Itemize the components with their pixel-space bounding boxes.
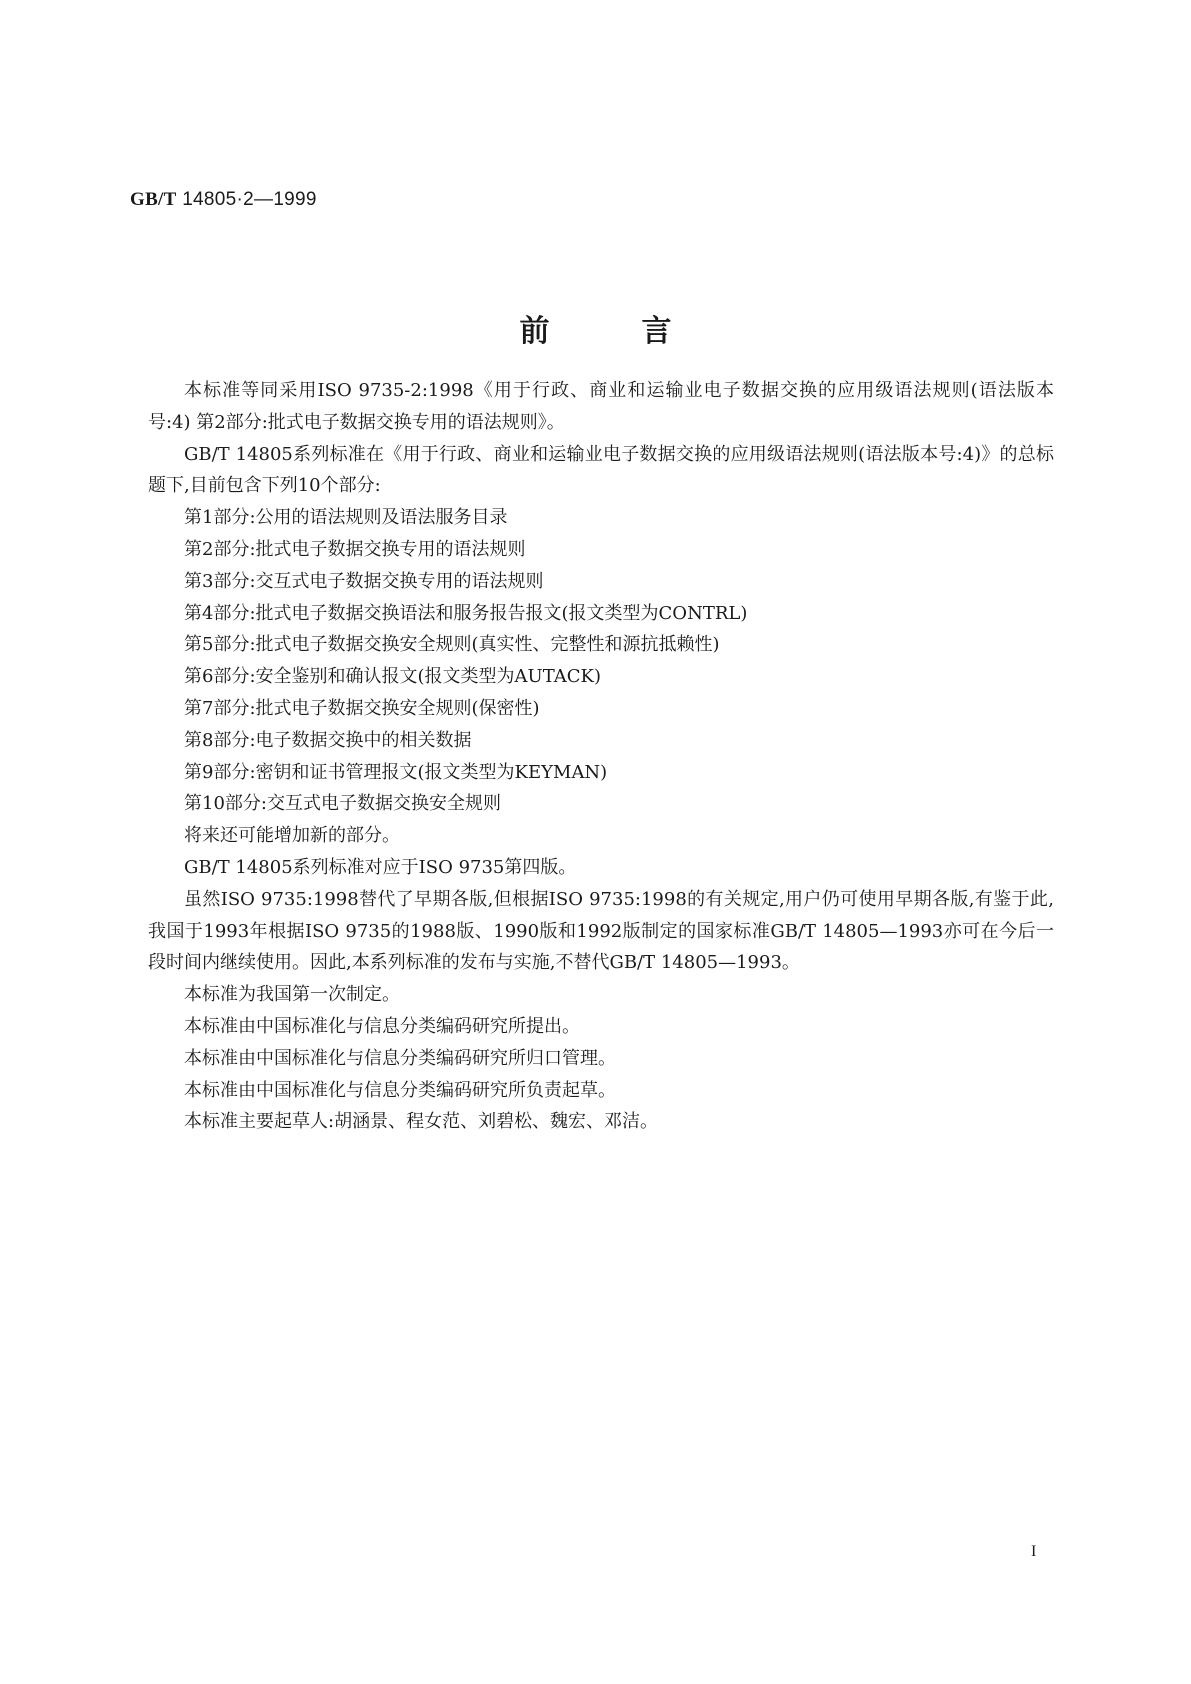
paragraph-proposed-by: 本标准由中国标准化与信息分类编码研究所提出。 (184, 1015, 580, 1037)
part-list-item: 第7部分:批式电子数据交换安全规则(保密性) (184, 697, 540, 719)
paragraph-series-intro: GB/T 14805系列标准在《用于行政、商业和运输业电子数据交换的应用级语法规则(语法版本号:4)》的总标题下,目前包含下列10个部分: (148, 443, 1054, 497)
part-list-item: 第4部分:批式电子数据交换语法和服务报告报文(报文类型为CONTRL) (184, 602, 748, 624)
part-list-item: 第6部分:安全鉴别和确认报文(报文类型为AUTACK) (184, 666, 601, 688)
paragraph-managed-by: 本标准由中国标准化与信息分类编码研究所归口管理。 (184, 1047, 616, 1069)
part-list-item: 第3部分:交互式电子数据交换专用的语法规则 (184, 570, 544, 592)
paragraph-correspondence: GB/T 14805系列标准对应于ISO 9735第四版。 (184, 856, 577, 878)
page-title: 前言 (519, 314, 764, 349)
paragraph-supersession: 虽然ISO 9735:1998替代了早期各版,但根据ISO 9735:1998的有关规定,用户仍可使用早期各版,有鉴于此,我国于1993年根据ISO 9735的1988版、1990版和1992版制定的国家标准GB/T 14805—1993亦可在今后一段时间内继续使用。因此,本系列标准的发布与实施,不替代GB/T 14805—1993。 (148, 888, 1054, 974)
paragraph-future-parts: 将来还可能增加新的部分。 (184, 825, 400, 847)
standard-prefix: GB/T (130, 189, 177, 210)
part-list-item: 第2部分:批式电子数据交换专用的语法规则 (184, 538, 526, 560)
page-number: I (1031, 1543, 1037, 1560)
paragraph-first-edition: 本标准为我国第一次制定。 (184, 984, 400, 1006)
part-list-item: 第9部分:密钥和证书管理报文(报文类型为KEYMAN) (184, 761, 608, 783)
part-list-item: 第10部分:交互式电子数据交换安全规则 (184, 793, 501, 815)
foreword-body (148, 375, 1054, 1138)
standard-code (130, 188, 317, 211)
part-list-item: 第1部分:公用的语法规则及语法服务目录 (184, 507, 508, 529)
part-list-item: 第5部分:批式电子数据交换安全规则(真实性、完整性和源抗抵赖性) (184, 634, 720, 656)
standard-number: 14805·2—1999 (176, 189, 317, 210)
paragraph-drafters: 本标准主要起草人:胡涵景、程女范、刘碧松、魏宏、邓洁。 (184, 1111, 659, 1133)
part-list-item: 第8部分:电子数据交换中的相关数据 (184, 729, 472, 751)
paragraph-adoption: 本标准等同采用ISO 9735-2:1998《用于行政、商业和运输业电子数据交换的应用级语法规则(语法版本号:4) 第2部分:批式电子数据交换专用的语法规则》。 (148, 380, 1054, 433)
paragraph-drafted-by: 本标准由中国标准化与信息分类编码研究所负责起草。 (184, 1079, 616, 1101)
